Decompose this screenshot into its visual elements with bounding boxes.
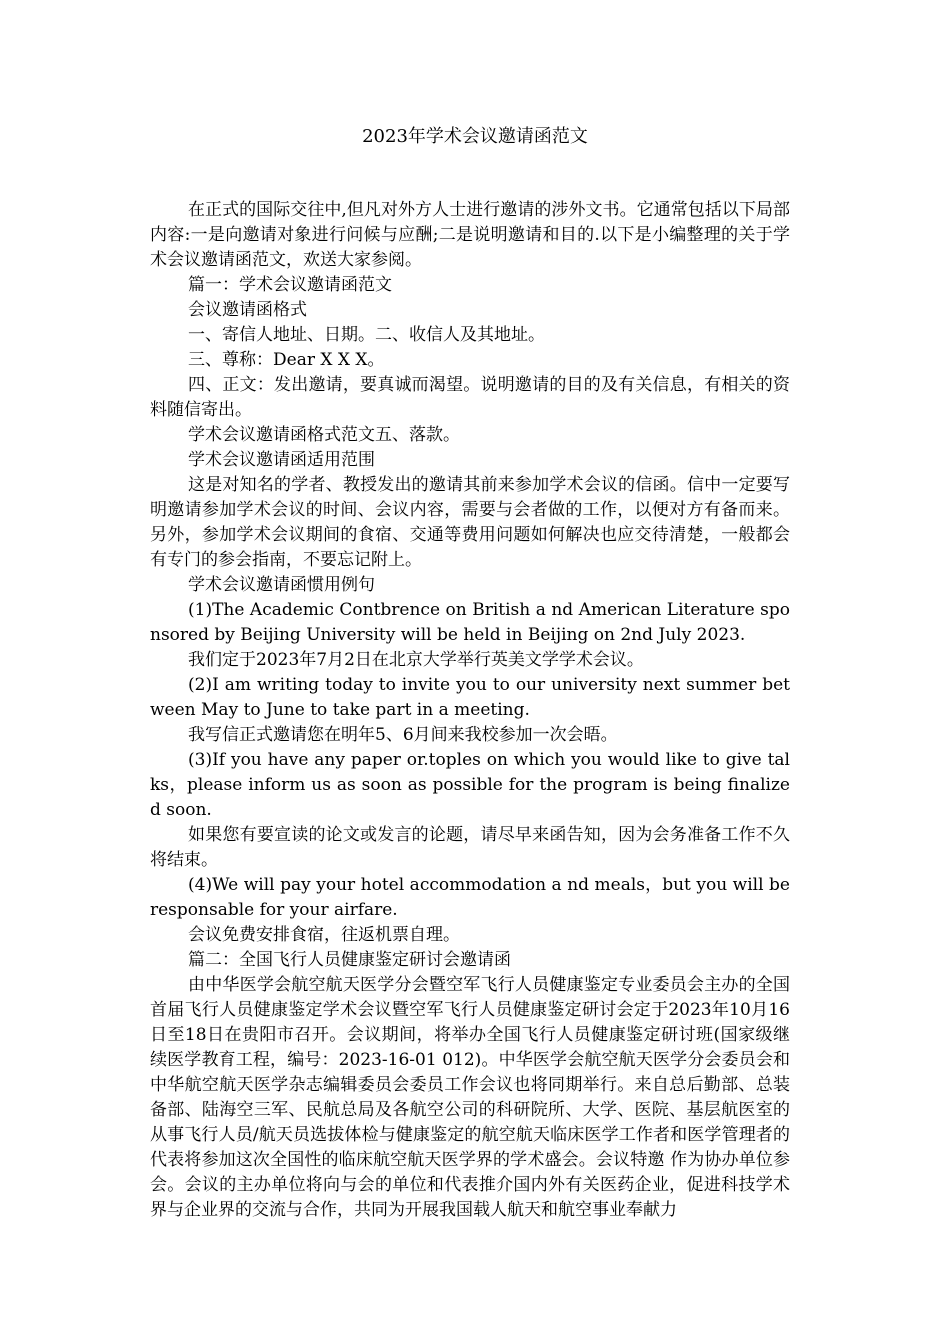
document-paragraph: (2)I am writing today to invite you to our university next summer between May to June to take part in a meeting. — [150, 675, 790, 720]
document-paragraph: 篇二：全国飞行人员健康鉴定研讨会邀请函 — [188, 950, 511, 970]
document-paragraph: (3)If you have any paper or.toples on which you would like to give talks，please inform us as soon as possible for the program is being finalized soon. — [150, 750, 790, 820]
document-body — [150, 198, 790, 1223]
document-paragraph: (1)The Academic Contbrence on British a nd American Literature sponsored by Beijing University will be held in Beijing on 2nd July 2023. — [150, 600, 790, 645]
document-paragraph: 三、尊称：Dear X X X。 — [188, 350, 385, 370]
document-paragraph: 我写信正式邀请您在明年5、6月间来我校参加一次会晤。 — [188, 725, 618, 745]
document-paragraph: 一、寄信人地址、日期。二、收信人及其地址。 — [188, 325, 545, 345]
document-paragraph: 在正式的国际交往中,但凡对外方人士进行邀请的涉外文书。它通常包括以下局部内容:一是向邀请对象进行问候与应酬;二是说明邀请和目的.以下是小编整理的关于学术会议邀请函范文，欢送大家参阅。 — [150, 200, 790, 270]
document-paragraph: 我们定于2023年7月2日在北京大学举行英美文学学术会议。 — [188, 650, 644, 670]
document-paragraph: 由中华医学会航空航天医学分会暨空军飞行人员健康鉴定专业委员会主办的全国首届飞行人员健康鉴定学术会议暨空军飞行人员健康鉴定研讨会定于2023年10月16日至18日在贵阳市召开。会议期间，将举办全国飞行人员健康鉴定研讨班(国家级继续医学教育工程，编号：2023-16-01 012)。中华医学会航空航天医学分会委员会和中华航空航天医学杂志编辑委员会委员工作会议也将同期举行。来自总后勤部、总装备部、陆海空三军、民航总局及各航空公司的科研院所、大学、医院、基层航医室的从事飞行人员/航天员选拔体检与健康鉴定的航空航天临床医学工作者和医学管理者的代表将参加这次全国性的临床航空航天医学界的学术盛会。会议特邀 作为协办单位参会。会议的主办单位将向与会的单位和代表推介国内外有关医药企业，促进科技学术界与企业界的交流与合作，共同为开展我国载人航天和航空事业奉献力 — [150, 975, 790, 1220]
document-paragraph: 这是对知名的学者、教授发出的邀请其前来参加学术会议的信函。信中一定要写明邀请参加学术会议的时间、会议内容，需要与会者做的工作，以便对方有备而来。另外，参加学术会议期间的食宿、交通等费用问题如何解决也应交待清楚，一般都会有专门的参会指南，不要忘记附上。 — [150, 475, 790, 570]
document-paragraph: 学术会议邀请函惯用例句 — [188, 575, 375, 595]
document-paragraph: 如果您有要宣读的论文或发言的论题，请尽早来函告知，因为会务准备工作不久将结束。 — [150, 825, 790, 870]
document-title: 2023年学术会议邀请函范文 — [362, 126, 588, 147]
document-paragraph: 四、正文：发出邀请，要真诚而渴望。说明邀请的目的及有关信息，有相关的资料随信寄出。 — [150, 375, 790, 420]
document-paragraph: 学术会议邀请函格式范文五、落款。 — [188, 425, 460, 445]
document-paragraph: 会议免费安排食宿，往返机票自理。 — [188, 925, 460, 945]
document-paragraph: (4)We will pay your hotel accommodation a nd meals，but you will be responsable for your airfare. — [150, 875, 790, 920]
document-paragraph: 会议邀请函格式 — [188, 300, 307, 320]
document-paragraph: 学术会议邀请函适用范围 — [188, 450, 375, 470]
document-paragraph: 篇一：学术会议邀请函范文 — [188, 275, 392, 295]
